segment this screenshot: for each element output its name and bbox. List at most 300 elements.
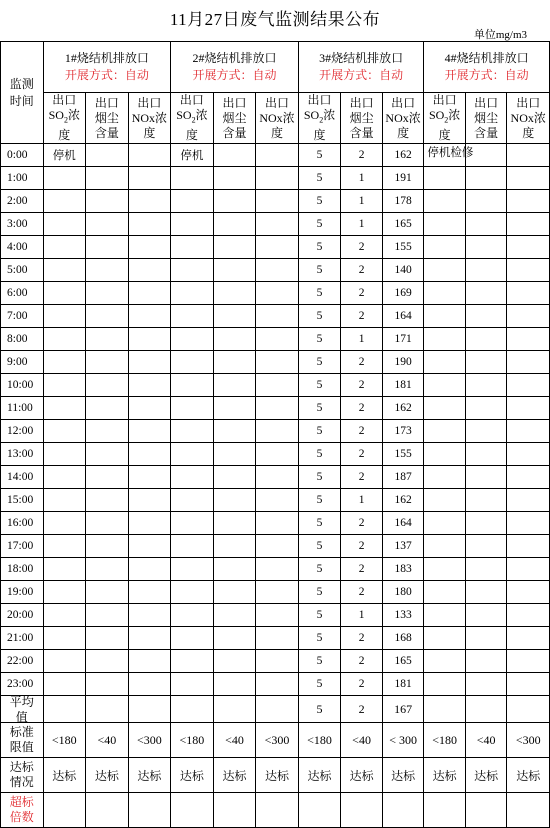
value-cell: [507, 282, 550, 305]
value-cell: [465, 443, 507, 466]
value-cell: 5: [298, 190, 341, 213]
value-cell: [256, 259, 299, 282]
value-cell: [86, 351, 129, 374]
value-cell: 140: [382, 259, 424, 282]
standard-cell: <40: [465, 723, 507, 758]
time-cell: 9:00: [1, 351, 44, 374]
outlet-mode: 开展方式：自动: [319, 68, 404, 82]
col-header-line2: NOx浓: [510, 110, 546, 125]
value-cell: [465, 558, 507, 581]
value-cell: 5: [298, 673, 341, 696]
time-cell: 15:00: [1, 489, 44, 512]
value-cell: [128, 604, 171, 627]
value-cell: [86, 673, 129, 696]
value-cell: [213, 535, 256, 558]
value-cell: 5: [298, 351, 341, 374]
table-row: [1, 213, 550, 236]
col-header-line3: 含量: [474, 125, 499, 140]
exceed-cell: [465, 793, 507, 828]
value-cell: [213, 282, 256, 305]
value-cell: [43, 466, 86, 489]
value-cell: [213, 489, 256, 512]
compliance-label: [1, 758, 44, 793]
table-row: [1, 259, 550, 282]
exceed-label: [1, 793, 44, 828]
exceed-cell: [213, 793, 256, 828]
value-cell: 1: [341, 190, 383, 213]
value-cell: [43, 236, 86, 259]
outlet-name: 1#烧结机排放口: [64, 51, 149, 65]
value-cell: 137: [382, 535, 424, 558]
average-cell: 167: [382, 696, 424, 723]
time-cell: 20:00: [1, 604, 44, 627]
value-cell: 2: [341, 650, 383, 673]
value-cell: [256, 167, 299, 190]
time-cell: 4:00: [1, 236, 44, 259]
value-cell: [465, 673, 507, 696]
col-header-line2: SO: [48, 108, 64, 123]
value-cell: [171, 512, 214, 535]
value-cell: [507, 650, 550, 673]
table-row: [1, 535, 550, 558]
value-cell: 2: [341, 259, 383, 282]
value-cell: [171, 236, 214, 259]
value-cell: [424, 627, 466, 650]
value-cell: [507, 558, 550, 581]
value-cell: 164: [382, 512, 424, 535]
col-header-so2: [424, 93, 466, 144]
value-cell: [86, 512, 129, 535]
value-cell: [424, 213, 466, 236]
compliance-cell: 达标: [507, 758, 550, 793]
col-header-line1: 出口: [474, 95, 499, 110]
value-cell: 1: [341, 604, 383, 627]
value-cell: [507, 604, 550, 627]
value-cell: 5: [298, 650, 341, 673]
value-cell: 191: [382, 167, 424, 190]
value-cell: [507, 305, 550, 328]
header-row-columns: [1, 93, 550, 144]
col-header-line1: 出口: [52, 93, 77, 108]
value-cell: [213, 673, 256, 696]
exceed-cell: [507, 793, 550, 828]
value-cell: [256, 420, 299, 443]
value-cell: [256, 466, 299, 489]
value-cell: [128, 144, 171, 167]
value-cell: 1: [341, 167, 383, 190]
value-cell: 181: [382, 374, 424, 397]
monitoring-table: [0, 41, 550, 828]
average-label: [1, 696, 44, 723]
col-header-dust: [341, 93, 383, 144]
exceed-cell: [424, 793, 466, 828]
value-cell: 停机: [171, 144, 214, 167]
value-cell: [86, 144, 129, 167]
value-cell: [128, 328, 171, 351]
value-cell: [43, 305, 86, 328]
value-cell: [43, 420, 86, 443]
value-cell: [128, 236, 171, 259]
standard-cell: <40: [213, 723, 256, 758]
value-cell: [171, 420, 214, 443]
value-cell: 164: [382, 305, 424, 328]
col-header-line2: NOx浓: [131, 110, 168, 125]
exceed-label-line1: 超标: [9, 795, 34, 809]
time-cell: 14:00: [1, 466, 44, 489]
col-header-line3: 含量: [349, 125, 374, 140]
value-cell: [213, 604, 256, 627]
col-header-line3: 度: [313, 127, 326, 142]
col-header-line2: NOx浓: [259, 110, 295, 125]
value-cell: [43, 535, 86, 558]
value-cell: [171, 328, 214, 351]
value-cell: 2: [341, 397, 383, 420]
value-cell: [424, 374, 466, 397]
value-cell: 5: [298, 466, 341, 489]
value-cell: [43, 604, 86, 627]
value-cell: [424, 397, 466, 420]
compliance-cell: 达标: [171, 758, 214, 793]
value-cell: [465, 236, 507, 259]
col-header-line2: NOx浓: [385, 110, 421, 125]
value-cell: [171, 213, 214, 236]
value-cell: 155: [382, 236, 424, 259]
value-cell: [507, 374, 550, 397]
col-header-line3: 度: [397, 125, 410, 140]
value-cell: [213, 190, 256, 213]
value-cell: [86, 328, 129, 351]
table-row: [1, 190, 550, 213]
time-cell: 10:00: [1, 374, 44, 397]
header-row-outlets: [1, 42, 550, 93]
value-cell: [86, 374, 129, 397]
col-header-dust: [213, 93, 256, 144]
value-cell: [128, 512, 171, 535]
value-cell: [171, 374, 214, 397]
value-cell: 5: [298, 305, 341, 328]
value-cell: [128, 466, 171, 489]
average-cell: [43, 696, 86, 723]
value-cell: [507, 466, 550, 489]
table-row: [1, 581, 550, 604]
time-header: [1, 42, 44, 144]
table-row: [1, 397, 550, 420]
value-cell: [213, 581, 256, 604]
value-cell: [43, 443, 86, 466]
exceed-label-line2: 倍数: [9, 810, 34, 824]
value-cell: [507, 420, 550, 443]
value-cell: 155: [382, 443, 424, 466]
value-cell: 181: [382, 673, 424, 696]
value-cell: [86, 259, 129, 282]
value-cell: [213, 627, 256, 650]
value-cell: [256, 305, 299, 328]
standard-cell: <180: [43, 723, 86, 758]
standard-cell: <300: [256, 723, 299, 758]
value-cell: [128, 190, 171, 213]
value-cell: [171, 489, 214, 512]
value-cell: [128, 282, 171, 305]
value-cell: [256, 581, 299, 604]
col-header-line3: 度: [185, 127, 198, 142]
value-cell: [128, 650, 171, 673]
value-cell: [171, 558, 214, 581]
value-cell: 5: [298, 443, 341, 466]
value-cell: [43, 512, 86, 535]
standard-label-line2: 限值: [9, 740, 34, 754]
value-cell: [213, 397, 256, 420]
value-cell: 5: [298, 259, 341, 282]
table-row: [1, 144, 550, 167]
value-cell: [128, 305, 171, 328]
value-cell: [128, 259, 171, 282]
value-cell: [465, 604, 507, 627]
value-cell: [465, 259, 507, 282]
exceed-cell: [382, 793, 424, 828]
table-row: [1, 512, 550, 535]
value-cell: [256, 489, 299, 512]
col-header-line1: 出口: [222, 95, 247, 110]
value-cell: 2: [341, 535, 383, 558]
value-cell: 1: [341, 328, 383, 351]
value-cell: 5: [298, 558, 341, 581]
outlet-name: 4#烧结机排放口: [444, 51, 529, 65]
col-header-line3: 度: [270, 125, 283, 140]
value-cell: [213, 466, 256, 489]
value-cell: [465, 512, 507, 535]
page-title: 11月27日废气监测结果公布: [169, 10, 381, 29]
value-cell: [86, 489, 129, 512]
table-row: [1, 466, 550, 489]
value-cell: [86, 443, 129, 466]
value-cell: [507, 581, 550, 604]
standard-row: [1, 723, 550, 758]
value-cell: [213, 236, 256, 259]
compliance-cell: 达标: [86, 758, 129, 793]
value-cell: 162: [382, 397, 424, 420]
value-cell: 2: [341, 282, 383, 305]
compliance-cell: 达标: [298, 758, 341, 793]
value-cell: 171: [382, 328, 424, 351]
time-cell: 0:00: [1, 144, 44, 167]
col-header-line2: 烟尘: [349, 110, 374, 125]
value-cell: [256, 558, 299, 581]
value-cell: 2: [341, 673, 383, 696]
value-cell: 2: [341, 144, 383, 167]
exceed-cell: [171, 793, 214, 828]
col-header-so2: [171, 93, 214, 144]
col-header-so2: [43, 93, 86, 144]
table-row: [1, 650, 550, 673]
value-cell: 165: [382, 213, 424, 236]
value-cell: [424, 535, 466, 558]
value-cell: [507, 673, 550, 696]
value-cell: [424, 305, 466, 328]
value-cell: 162: [382, 144, 424, 167]
col-header-line3: 度: [438, 127, 451, 142]
value-cell: [128, 167, 171, 190]
value-cell: [465, 305, 507, 328]
value-cell: [507, 512, 550, 535]
table-row: [1, 305, 550, 328]
value-cell: [171, 443, 214, 466]
value-cell: [256, 650, 299, 673]
col-header-nox: [382, 93, 424, 144]
value-cell: [256, 282, 299, 305]
value-cell: [424, 650, 466, 673]
col-header-so2: [298, 93, 341, 144]
value-cell: 停机检修: [424, 144, 466, 167]
table-row: [1, 489, 550, 512]
table-row: [1, 673, 550, 696]
value-cell: [128, 581, 171, 604]
value-cell: [213, 650, 256, 673]
outlet-mode: 开展方式：自动: [444, 68, 529, 82]
value-cell: [424, 489, 466, 512]
col-header-line1: 出口: [307, 93, 332, 108]
table-row: [1, 236, 550, 259]
value-cell: 1: [341, 489, 383, 512]
value-cell: 187: [382, 466, 424, 489]
col-header-line1: 出口: [137, 95, 162, 110]
col-header-line1: 出口: [179, 93, 204, 108]
subscript: 2: [63, 115, 68, 125]
value-cell: [86, 627, 129, 650]
value-cell: [256, 535, 299, 558]
average-label-line1: 平均: [9, 695, 34, 709]
value-cell: [171, 627, 214, 650]
value-cell: [256, 604, 299, 627]
value-cell: 169: [382, 282, 424, 305]
value-cell: [128, 535, 171, 558]
value-cell: [43, 328, 86, 351]
col-header-line2: 烟尘: [222, 110, 247, 125]
time-cell: 16:00: [1, 512, 44, 535]
value-cell: [43, 397, 86, 420]
value-cell: [43, 489, 86, 512]
value-cell: [213, 259, 256, 282]
time-cell: 8:00: [1, 328, 44, 351]
value-cell: [465, 213, 507, 236]
table-row: [1, 167, 550, 190]
col-header-line2: 烟尘: [94, 110, 119, 125]
value-cell: [43, 351, 86, 374]
value-cell: 5: [298, 604, 341, 627]
value-cell: [171, 190, 214, 213]
value-cell: [256, 512, 299, 535]
time-cell: 7:00: [1, 305, 44, 328]
value-cell: [171, 673, 214, 696]
col-header-line2b: 浓: [448, 108, 461, 123]
value-cell: [43, 167, 86, 190]
exceed-cell: [86, 793, 129, 828]
col-header-dust: [465, 93, 507, 144]
value-cell: [465, 466, 507, 489]
standard-label: [1, 723, 44, 758]
time-cell: 11:00: [1, 397, 44, 420]
value-cell: [213, 443, 256, 466]
value-cell: [128, 397, 171, 420]
time-cell: 1:00: [1, 167, 44, 190]
value-cell: 2: [341, 351, 383, 374]
table-row: [1, 604, 550, 627]
standard-cell: <180: [424, 723, 466, 758]
value-cell: [43, 558, 86, 581]
value-cell: [465, 420, 507, 443]
value-cell: [86, 581, 129, 604]
time-cell: 18:00: [1, 558, 44, 581]
time-cell: 22:00: [1, 650, 44, 673]
value-cell: [507, 351, 550, 374]
average-label-line2: 值: [15, 710, 28, 724]
value-cell: [465, 581, 507, 604]
value-cell: [424, 351, 466, 374]
value-cell: [507, 627, 550, 650]
compliance-cell: 达标: [256, 758, 299, 793]
value-cell: [256, 213, 299, 236]
value-cell: [256, 190, 299, 213]
col-header-line1: 出口: [349, 95, 374, 110]
value-cell: [43, 213, 86, 236]
value-cell: [256, 627, 299, 650]
value-cell: 183: [382, 558, 424, 581]
value-cell: [86, 167, 129, 190]
outlet-header-4: [424, 42, 550, 93]
col-header-line3: 含量: [222, 125, 247, 140]
compliance-cell: 达标: [382, 758, 424, 793]
value-cell: [465, 351, 507, 374]
col-header-line3: 度: [143, 125, 156, 140]
value-cell: [507, 236, 550, 259]
value-cell: [86, 650, 129, 673]
value-cell: [213, 144, 256, 167]
value-cell: [465, 535, 507, 558]
table-row: [1, 282, 550, 305]
value-cell: [43, 282, 86, 305]
value-cell: [171, 650, 214, 673]
value-cell: [465, 397, 507, 420]
value-cell: [424, 558, 466, 581]
col-header-line3: 度: [522, 125, 535, 140]
value-cell: [465, 489, 507, 512]
table-row: [1, 420, 550, 443]
value-cell: [256, 443, 299, 466]
outlet-mode: 开展方式：自动: [192, 68, 277, 82]
value-cell: [86, 535, 129, 558]
value-cell: [86, 282, 129, 305]
value-cell: [86, 558, 129, 581]
value-cell: 2: [341, 443, 383, 466]
value-cell: [213, 328, 256, 351]
col-header-line2b: 浓: [323, 108, 336, 123]
col-header-line3: 含量: [94, 125, 119, 140]
value-cell: [465, 328, 507, 351]
value-cell: [507, 190, 550, 213]
outlet-header-2: [171, 42, 299, 93]
value-cell: [465, 374, 507, 397]
value-cell: [86, 420, 129, 443]
value-cell: [424, 190, 466, 213]
value-cell: [507, 259, 550, 282]
value-cell: [43, 650, 86, 673]
value-cell: [128, 374, 171, 397]
value-cell: [465, 167, 507, 190]
value-cell: [86, 397, 129, 420]
value-cell: [424, 328, 466, 351]
value-cell: 5: [298, 512, 341, 535]
col-header-nox: [128, 93, 171, 144]
time-header-line1: 监测: [9, 76, 34, 91]
